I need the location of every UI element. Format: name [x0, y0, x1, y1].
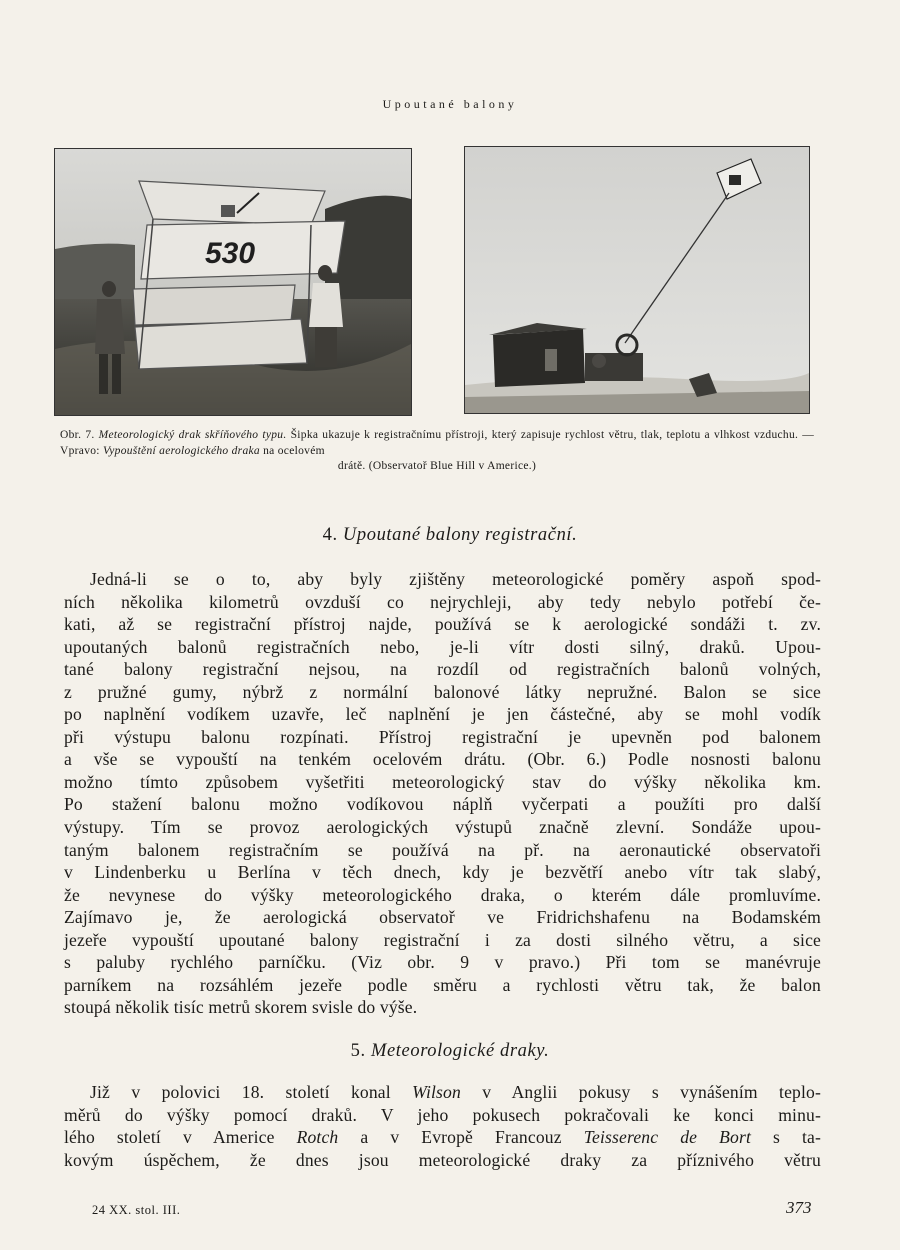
paragraph-line: stoupá několik tisíc metrů skorem svisle do výše. [64, 997, 418, 1018]
kite-launch-photo [464, 146, 810, 414]
person-name: Rotch [296, 1127, 339, 1148]
kite-launch-image [465, 147, 809, 413]
section-4-heading [0, 525, 900, 546]
section-4-number: 4. [322, 525, 338, 545]
caption-figure-number: Obr. 7. [60, 429, 99, 441]
caption-text-4: drátě. (Observatoř Blue Hill v Americe.) [337, 460, 537, 472]
paragraph-line: jezeře vypouští upoutané balony registrační i za dosti silného větru, a sice [64, 929, 821, 950]
paragraph-line [64, 1126, 821, 1149]
paragraph-line: po naplnění vodíkem uzavře, leč naplnění je jen částečné, aby se mohl vodík [64, 704, 821, 725]
page-number: 373 [786, 1198, 812, 1217]
paragraph-line: s paluby rychlého parníčku. (Viz obr. 9 v pravo.) Při tom se manévruje [64, 952, 821, 973]
caption-right-title: Vypouštění aerologického draka [102, 444, 260, 457]
paragraph-line: výstupy. Tím se provoz aerologických výstupů značně zlevní. Sondáže upou- [64, 817, 821, 838]
paragraph-line: že nevynese do výšky meteorologického draka, o kterém dále promluvíme. [64, 884, 821, 905]
caption-text-2: rychlost větru, tlak, teplotu a vlhkost vzduchu. — Vpravo: [60, 429, 815, 457]
text-run: s ta- [750, 1127, 822, 1148]
paragraph-line: Zajímavo je, že aerologická observatoř ve Fridrichshafenu na Bodamském [64, 907, 821, 928]
paragraph-line: ních několika kilometrů ovzduší co nejrychleji, aby tedy nebylo potřebí če- [64, 591, 821, 612]
running-head: Upoutané balony [382, 97, 518, 111]
printer-signature: 24 XX. stol. III. [92, 1203, 181, 1217]
section-5-title: Meteorologické draky. [370, 1041, 550, 1061]
person-name: Wilson [412, 1082, 461, 1102]
section-5-number: 5. [350, 1041, 366, 1061]
paragraph-line: a vše se vypouští na tenkém ocelovém drátu. (Obr. 6.) Podle nosnosti balonu [64, 749, 821, 770]
paragraph-line: Po stažení balonu možno vodíkovou náplň vyčerpati a použíti pro další [64, 794, 821, 815]
paragraph-line: parníkem na rozsáhlém jezeře podle směru a rychlosti větru tak, že balon [64, 974, 821, 995]
paragraph-line [64, 1081, 821, 1104]
text-run: v Anglii pokusy s vynášením teplo- [460, 1082, 821, 1102]
section-4-paragraph [64, 568, 821, 1019]
figure-caption [60, 428, 814, 475]
caption-text-3: na ocelovém [259, 444, 325, 457]
paragraph-line: v Lindenberku u Berlína v těch dnech, kdy je bezvětří anebo vítr tak slabý, [64, 862, 821, 883]
paragraph-line: taným balonem registračním se používá na př. na aeronautické observatoři [64, 839, 821, 860]
section-5-paragraph [64, 1081, 821, 1171]
paragraph-line: kati, až se registrační přístroj najde, používá se k aerologické sondáži t. zv. [64, 614, 821, 635]
text-run: Již v polovici 18. století konal [90, 1082, 413, 1102]
text-run: lého století v Americe [64, 1127, 297, 1148]
kite-number-label: 530 [205, 237, 256, 270]
section-4-title: Upoutané balony registrační. [342, 525, 578, 545]
paragraph-line: kovým úspěchem, že dnes jsou meteorologické draky za příznivého větru [64, 1149, 821, 1170]
caption-text-1: Šipka ukazuje k registračnímu přístroji, který zapisuje [286, 429, 561, 441]
paragraph-line: upoutaných balonů registračních nebo, je-li vítr dosti silný, draků. Upou- [64, 636, 821, 657]
paragraph-line: měrů do výšky pomocí draků. V jeho pokusech pokračovali ke konci minu- [64, 1104, 821, 1125]
box-kite-photo [54, 148, 412, 416]
paragraph-line: při výstupu balonu rozpínati. Přístroj registrační je upevněn pod balonem [64, 726, 821, 747]
text-run: a v Evropě Francouz [338, 1127, 584, 1148]
box-kite-image [55, 149, 411, 415]
paragraph-line: z pružné gumy, nýbrž z normální balonové látky nepružné. Balon se sice [64, 681, 821, 702]
section-5-heading [0, 1041, 900, 1062]
paragraph-line: možno tímto způsobem vyšetřiti meteorologický stav do výšky několika km. [64, 771, 821, 792]
paragraph-line: tané balony registrační nejsou, na rozdíl od registračních balonů volných, [64, 659, 821, 680]
paragraph-line: Jedná-li se o to, aby byly zjištěny meteorologické poměry aspoň spod- [90, 569, 821, 589]
caption-title: Meteorologický drak skříňového typu. [98, 429, 287, 441]
person-name: Teisserenc de Bort [583, 1127, 751, 1148]
